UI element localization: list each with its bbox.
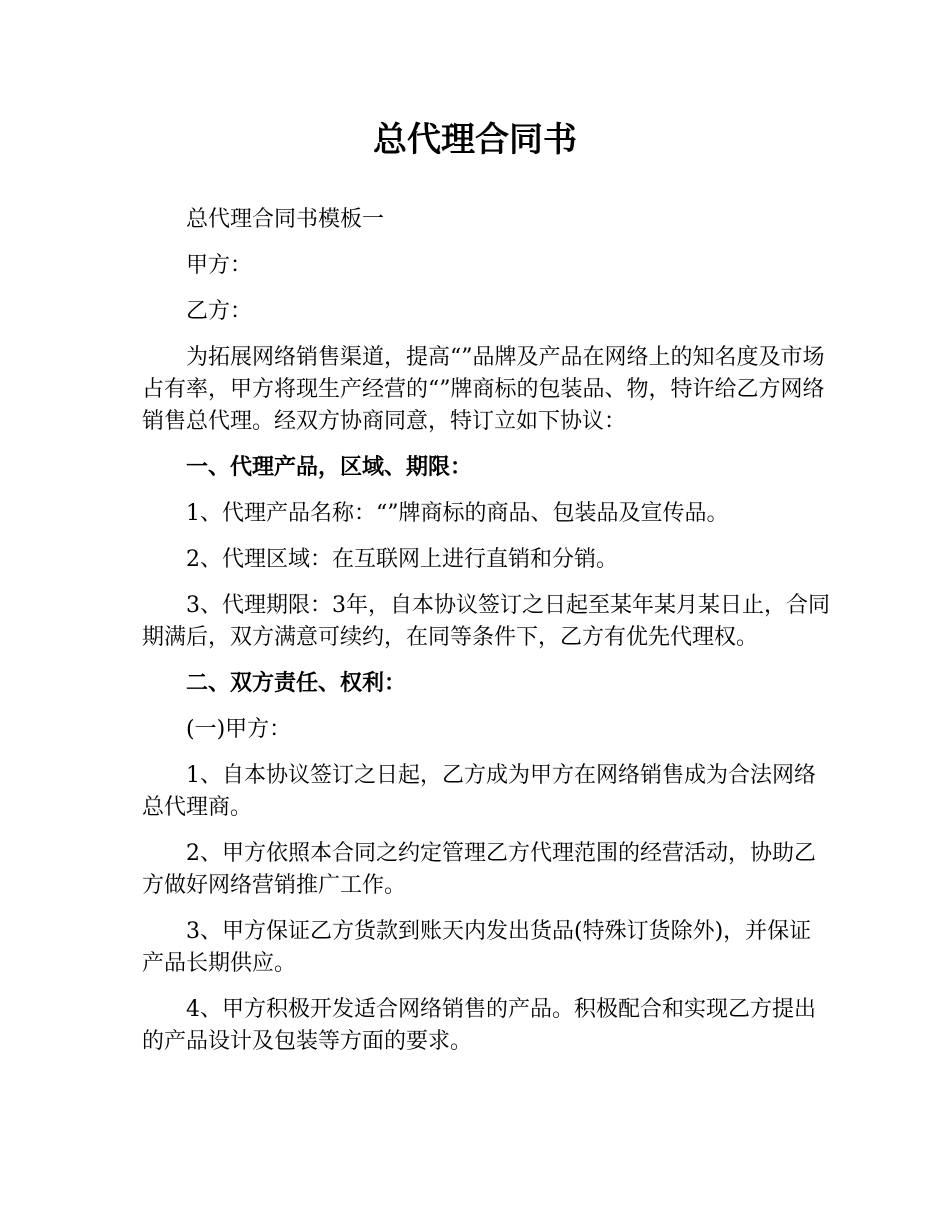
clause-2-1: 1、自本协议签订之日起，乙方成为甲方在网络销售成为合法网络总代理商。	[142, 763, 816, 820]
party-b-line: 乙方：	[186, 299, 253, 324]
document-title: 总代理合同书	[373, 120, 577, 160]
clause-1-1: 1、代理产品名称：“”牌商标的商品、包装品及宣传品。	[186, 501, 729, 526]
document-body	[142, 204, 832, 1072]
clause-1-2: 2、代理区域：在互联网上进行直销和分销。	[186, 547, 618, 572]
preamble-paragraph: 为拓展网络销售渠道，提高“”品牌及产品在网络上的知名度及市场占有率，甲方将现生产经营的“”牌商标的包装品、物，特许给乙方网络销售总代理。经双方协商同意，特订立如下协议：	[142, 345, 825, 434]
clause-2-3: 3、甲方保证乙方货款到账天内发出货品(特殊订货除外)，并保证产品长期供应。	[142, 919, 812, 976]
clause-1-3: 3、代理期限：3年，自本协议签订之日起至某年某月某日止，合同期满后，双方满意可续约，在同等条件下，乙方有优先代理权。	[142, 593, 830, 650]
section-heading-2: 二、双方责任、权利：	[186, 671, 407, 696]
template-subtitle: 总代理合同书模板一	[186, 207, 385, 232]
section-heading-1: 一、代理产品，区域、期限：	[186, 455, 473, 480]
subsection-party-a: (一)甲方：	[186, 717, 292, 742]
clause-2-2: 2、甲方依照本合同之约定管理乙方代理范围的经营活动，协助乙方做好网络营销推广工作。	[142, 841, 816, 898]
clause-2-4: 4、甲方积极开发适合网络销售的产品。积极配合和实现乙方提出的产品设计及包装等方面的要求。	[142, 997, 816, 1054]
party-a-line: 甲方：	[186, 253, 253, 278]
